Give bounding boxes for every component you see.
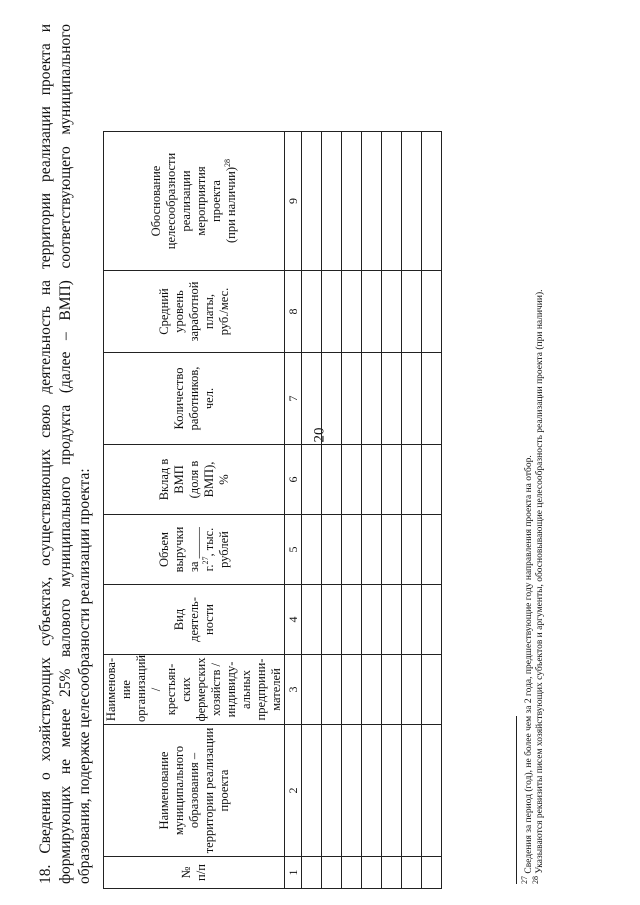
page-number: 20 <box>311 427 328 443</box>
table-cell <box>382 725 402 857</box>
rotated-page-content <box>20 12 620 892</box>
header-gmp-share: Вклад в ВМП (доля в ВМП), % <box>104 445 285 515</box>
column-number: 2 <box>285 725 302 857</box>
footnote-28: $^{28}$ Указываются реквизиты писем хозяйствующих субъектов и аргументы, обосновывающие целесообразность реализации проекта (при наличии). <box>530 289 545 884</box>
table-cell <box>322 655 342 725</box>
table-cell <box>302 515 322 585</box>
table-cell <box>422 271 442 353</box>
table-cell <box>402 445 422 515</box>
table-cell <box>362 271 382 353</box>
table-cell <box>422 585 442 655</box>
table-cell <box>382 271 402 353</box>
header-justification: Обоснование целесообразности реализации мероприятия проекта (при наличии)$^{28}$ <box>104 132 285 271</box>
header-municipality: Наименование муниципального образования – территории реализации проекта <box>104 725 285 857</box>
table-cell <box>422 655 442 725</box>
column-number: 7 <box>285 353 302 445</box>
header-average-salary: Средний уровень заработной платы, руб./мес. <box>104 271 285 353</box>
table-cell <box>382 132 402 271</box>
table-cell <box>322 515 342 585</box>
column-number: 4 <box>285 585 302 655</box>
table-cell <box>422 515 442 585</box>
table-cell <box>302 857 322 889</box>
table-cell <box>382 857 402 889</box>
table-cell <box>362 353 382 445</box>
section-heading: 18. Сведения о хозяйствующих субъектах, осуществляющих свою деятельность на территории реализации проекта и формирующих не менее 25% валового муниципального продукта (далее – ВМП) соответствующего муниципального образования, подержке целесообразности реализации проекта: <box>37 24 93 884</box>
column-number: 6 <box>285 445 302 515</box>
table-cell <box>382 515 402 585</box>
table-cell <box>402 585 422 655</box>
table-cell <box>322 725 342 857</box>
table-cell <box>382 445 402 515</box>
table-cell <box>342 857 362 889</box>
table-cell <box>302 445 322 515</box>
table-cell <box>362 857 382 889</box>
table-cell <box>402 353 422 445</box>
column-number: 1 <box>285 857 302 889</box>
table-cell <box>322 445 342 515</box>
table-cell <box>342 515 362 585</box>
table-cell <box>402 132 422 271</box>
table-cell <box>322 353 342 445</box>
business-entities-table <box>103 131 442 889</box>
header-organizations: Наименова- ние организаций / крестьян- ских фермерских хозяйств / индивиду- альных предприни- мателей <box>104 655 285 725</box>
table-cell <box>342 353 362 445</box>
table-cell <box>302 655 322 725</box>
table-cell <box>302 353 322 445</box>
table-row <box>362 132 382 889</box>
footnote-27: $^{27}$ Сведения за период (год), не более чем за 2 года, предшествующие году направления проекта на отбор. <box>519 455 534 884</box>
table-cell <box>362 585 382 655</box>
header-activity-type: Вид деятель- ности <box>104 585 285 655</box>
table-cell <box>322 271 342 353</box>
table-cell <box>422 353 442 445</box>
table-cell <box>342 585 362 655</box>
table-cell <box>422 725 442 857</box>
table-cell <box>402 655 422 725</box>
table-cell <box>362 132 382 271</box>
table-cell <box>422 857 442 889</box>
table-cell <box>402 857 422 889</box>
table-cell <box>342 445 362 515</box>
table-cell <box>402 515 422 585</box>
table-cell <box>422 132 442 271</box>
table-cell <box>382 353 402 445</box>
header-employees: Количество работников, чел. <box>104 353 285 445</box>
column-number: 3 <box>285 655 302 725</box>
table-cell <box>362 655 382 725</box>
table-cell <box>302 585 322 655</box>
footnote-separator <box>516 716 517 884</box>
column-number: 8 <box>285 271 302 353</box>
table-cell <box>422 445 442 515</box>
footnote-ref-27: 27 <box>200 556 210 565</box>
footnote-ref-28: 28 <box>222 158 232 167</box>
table-cell <box>302 725 322 857</box>
table-cell <box>362 515 382 585</box>
table-cell <box>322 585 342 655</box>
table-cell <box>302 132 322 271</box>
table-cell <box>362 445 382 515</box>
table-row <box>322 132 342 889</box>
table-cell <box>342 725 362 857</box>
column-number: 5 <box>285 515 302 585</box>
table-row <box>382 132 402 889</box>
table-row <box>302 132 322 889</box>
column-numbers-row <box>285 132 302 889</box>
table-row <box>402 132 422 889</box>
table-cell <box>382 585 402 655</box>
table-cell <box>322 857 342 889</box>
table-cell <box>402 725 422 857</box>
table-cell <box>382 655 402 725</box>
table-cell <box>322 132 342 271</box>
table-cell <box>342 132 362 271</box>
table-cell <box>402 271 422 353</box>
table-cell <box>362 725 382 857</box>
table-cell <box>302 271 322 353</box>
column-number: 9 <box>285 132 302 271</box>
header-number: № п/п <box>104 857 285 889</box>
table-header-row <box>104 132 285 889</box>
table-cell <box>342 271 362 353</box>
header-revenue: Объем выручки за _____ г.$^{27}$, тыс. рублей <box>104 515 285 585</box>
table-cell <box>342 655 362 725</box>
table-row <box>342 132 362 889</box>
table-row <box>422 132 442 889</box>
